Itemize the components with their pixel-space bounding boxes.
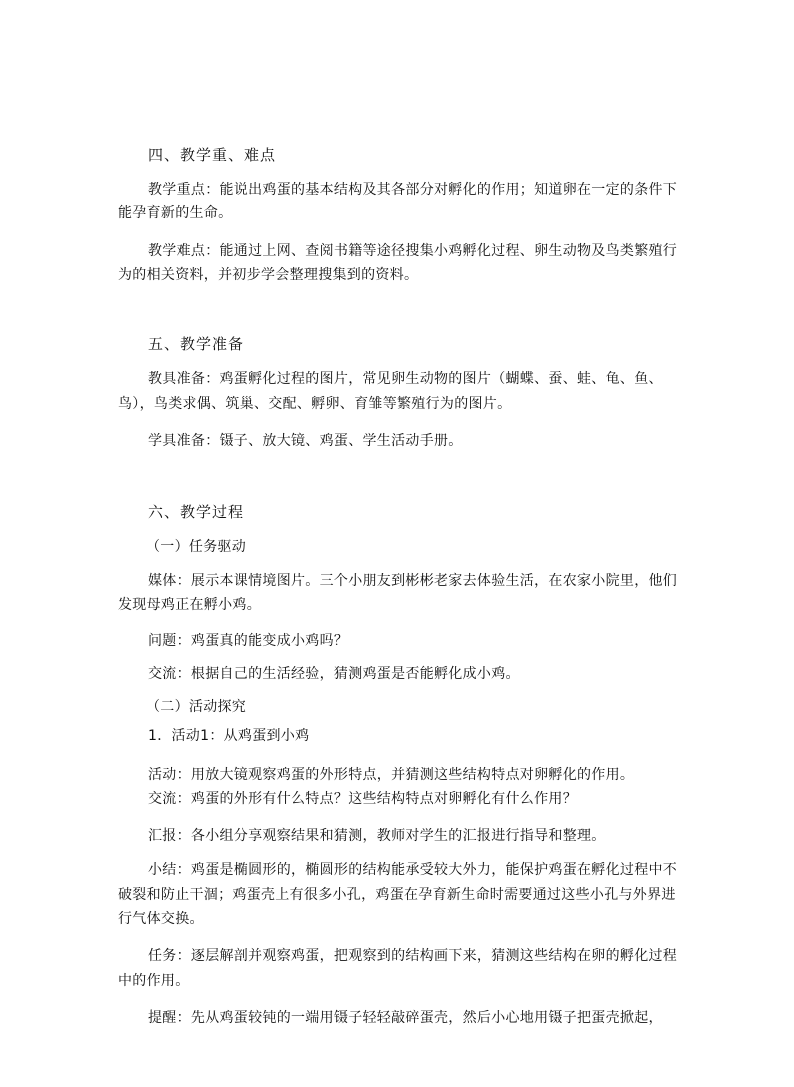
paragraph-teaching-aids-line-2: 鸟），鸟类求偶、筑巢、交配、孵卵、育雏等繁殖行为的图片。 — [118, 396, 512, 412]
subheading-activity-1: 1．活动1：从鸡蛋到小鸡 — [148, 728, 310, 744]
paragraph-key-points-line-1: 教学重点：能说出鸡蛋的基本结构及其各部分对孵化的作用；知道卵在一定的条件下 — [148, 182, 678, 198]
section-heading-key-points: 四、教学重、难点 — [148, 146, 277, 164]
paragraph-task-line-2: 中的作用。 — [118, 973, 190, 989]
paragraph-teaching-aids-line-1: 教具准备：鸡蛋孵化过程的图片，常见卵生动物的图片（蝴蝶、蚕、蛙、龟、鱼、 — [148, 371, 663, 387]
paragraph-reminder: 提醒：先从鸡蛋较钝的一端用镊子轻轻敲碎蛋壳，然后小心地用镊子把蛋壳掀起， — [148, 1010, 663, 1026]
paragraph-key-points-line-2: 能孕育新的生命。 — [118, 205, 233, 221]
paragraph-report: 汇报：各小组分享观察结果和猜测，教师对学生的汇报进行指导和整理。 — [148, 828, 606, 844]
paragraph-question: 问题：鸡蛋真的能变成小鸡吗？ — [148, 633, 349, 649]
paragraph-activity: 活动：用放大镜观察鸡蛋的外形特点，并猜测这些结构特点对卵孵化的作用。 — [148, 767, 635, 783]
paragraph-summary-line-1: 小结：鸡蛋是椭圆形的，椭圆形的结构能承受较大外力，能保护鸡蛋在孵化过程中不 — [148, 862, 678, 878]
paragraph-media-line-2: 发现母鸡正在孵小鸡。 — [118, 597, 261, 613]
paragraph-summary-line-3: 行气体交换。 — [118, 911, 204, 927]
subheading-task-driven: （一）任务驱动 — [146, 539, 247, 555]
section-heading-process: 六、教学过程 — [148, 503, 245, 521]
paragraph-difficult-points-line-2: 为的相关资料，并初步学会整理搜集到的资料。 — [118, 267, 419, 283]
paragraph-summary-line-2: 破裂和防止干涸；鸡蛋壳上有很多小孔，鸡蛋在孕育新生命时需要通过这些小孔与外界进 — [118, 887, 676, 903]
paragraph-media-line-1: 媒体：展示本课情境图片。三个小朋友到彬彬老家去体验生活，在农家小院里，他们 — [148, 573, 678, 589]
paragraph-exchange-2: 交流：鸡蛋的外形有什么特点？这些结构特点对卵孵化有什么作用？ — [148, 791, 577, 807]
subheading-activity-exploration: （二）活动探究 — [146, 699, 247, 715]
paragraph-difficult-points-line-1: 教学难点：能通过上网、查阅书籍等途径搜集小鸡孵化过程、卵生动物及鸟类繁殖行 — [148, 243, 678, 259]
section-heading-preparation: 五、教学准备 — [148, 335, 245, 353]
paragraph-learning-aids: 学具准备：镊子、放大镜、鸡蛋、学生活动手册。 — [148, 433, 463, 449]
paragraph-exchange-1: 交流：根据自己的生活经验，猜测鸡蛋是否能孵化成小鸡。 — [148, 666, 520, 682]
paragraph-task-line-1: 任务：逐层解剖并观察鸡蛋，把观察到的结构画下来，猜测这些结构在卵的孵化过程 — [148, 948, 678, 964]
